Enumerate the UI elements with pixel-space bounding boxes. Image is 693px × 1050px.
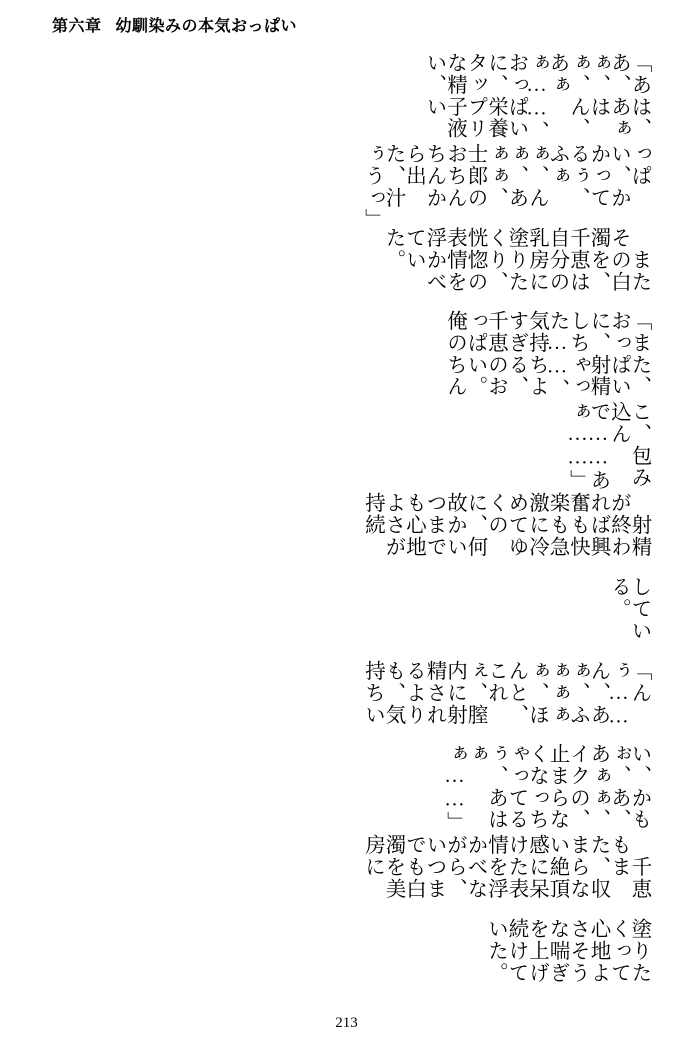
page-number: 213 [335,1015,358,1031]
text-column: またその白濁を、千恵は自分の乳房に塗りたくり、恍惚の表情を浮かべていた。 [382,226,650,293]
text-column: い、かもぉ、あ、あぁぁ、イクの、止まらなくなっちゃってるぅ、あはぁぁ……」 [443,743,650,835]
text-column: こ、包み込んで……あぁ……」 [566,401,650,492]
chapter-number: 第六章 [52,18,102,35]
text-column: 千恵もまた、収まらない絶頂感に呆けた表情を浮かべながら、いつまでも白濁を美房に [361,834,650,900]
text-column: 塗りたくって心地よさそうな喘ぎを上げ続けていた。 [484,918,650,984]
text-column: っぱい、かかってるぅ、ふぁぁ、んぁ、あぁぁ、士郎のおちんちんから出た、汁ぅうっ」 [361,142,650,231]
text-column: 射精が終われば興奮も快楽も急激に冷めてゆくのに、何故かいつまでも心地よさが持続 [361,491,650,558]
body-text [354,52,650,1002]
text-column: している。 [607,575,650,642]
text-column: 「あは、あ、あぁぁ、はぁ、ん、あぁぁ……、おっぱいに、栄養タップリな精子液い、い [423,52,650,143]
chapter-title: 幼馴染みの本気おっぱい [115,18,298,35]
text-column: 「んぅ……ん、あぁ、ふぁぁぁぁ、ほんと、これぇ、膣内に射精されるよりも、気持ちい [361,659,650,729]
chapter-header [52,17,297,36]
text-column: 「また、おっぱいに、射精しちゃった……、気持ちよすぎる、千恵のおっぱい。俺のちん [443,310,650,402]
